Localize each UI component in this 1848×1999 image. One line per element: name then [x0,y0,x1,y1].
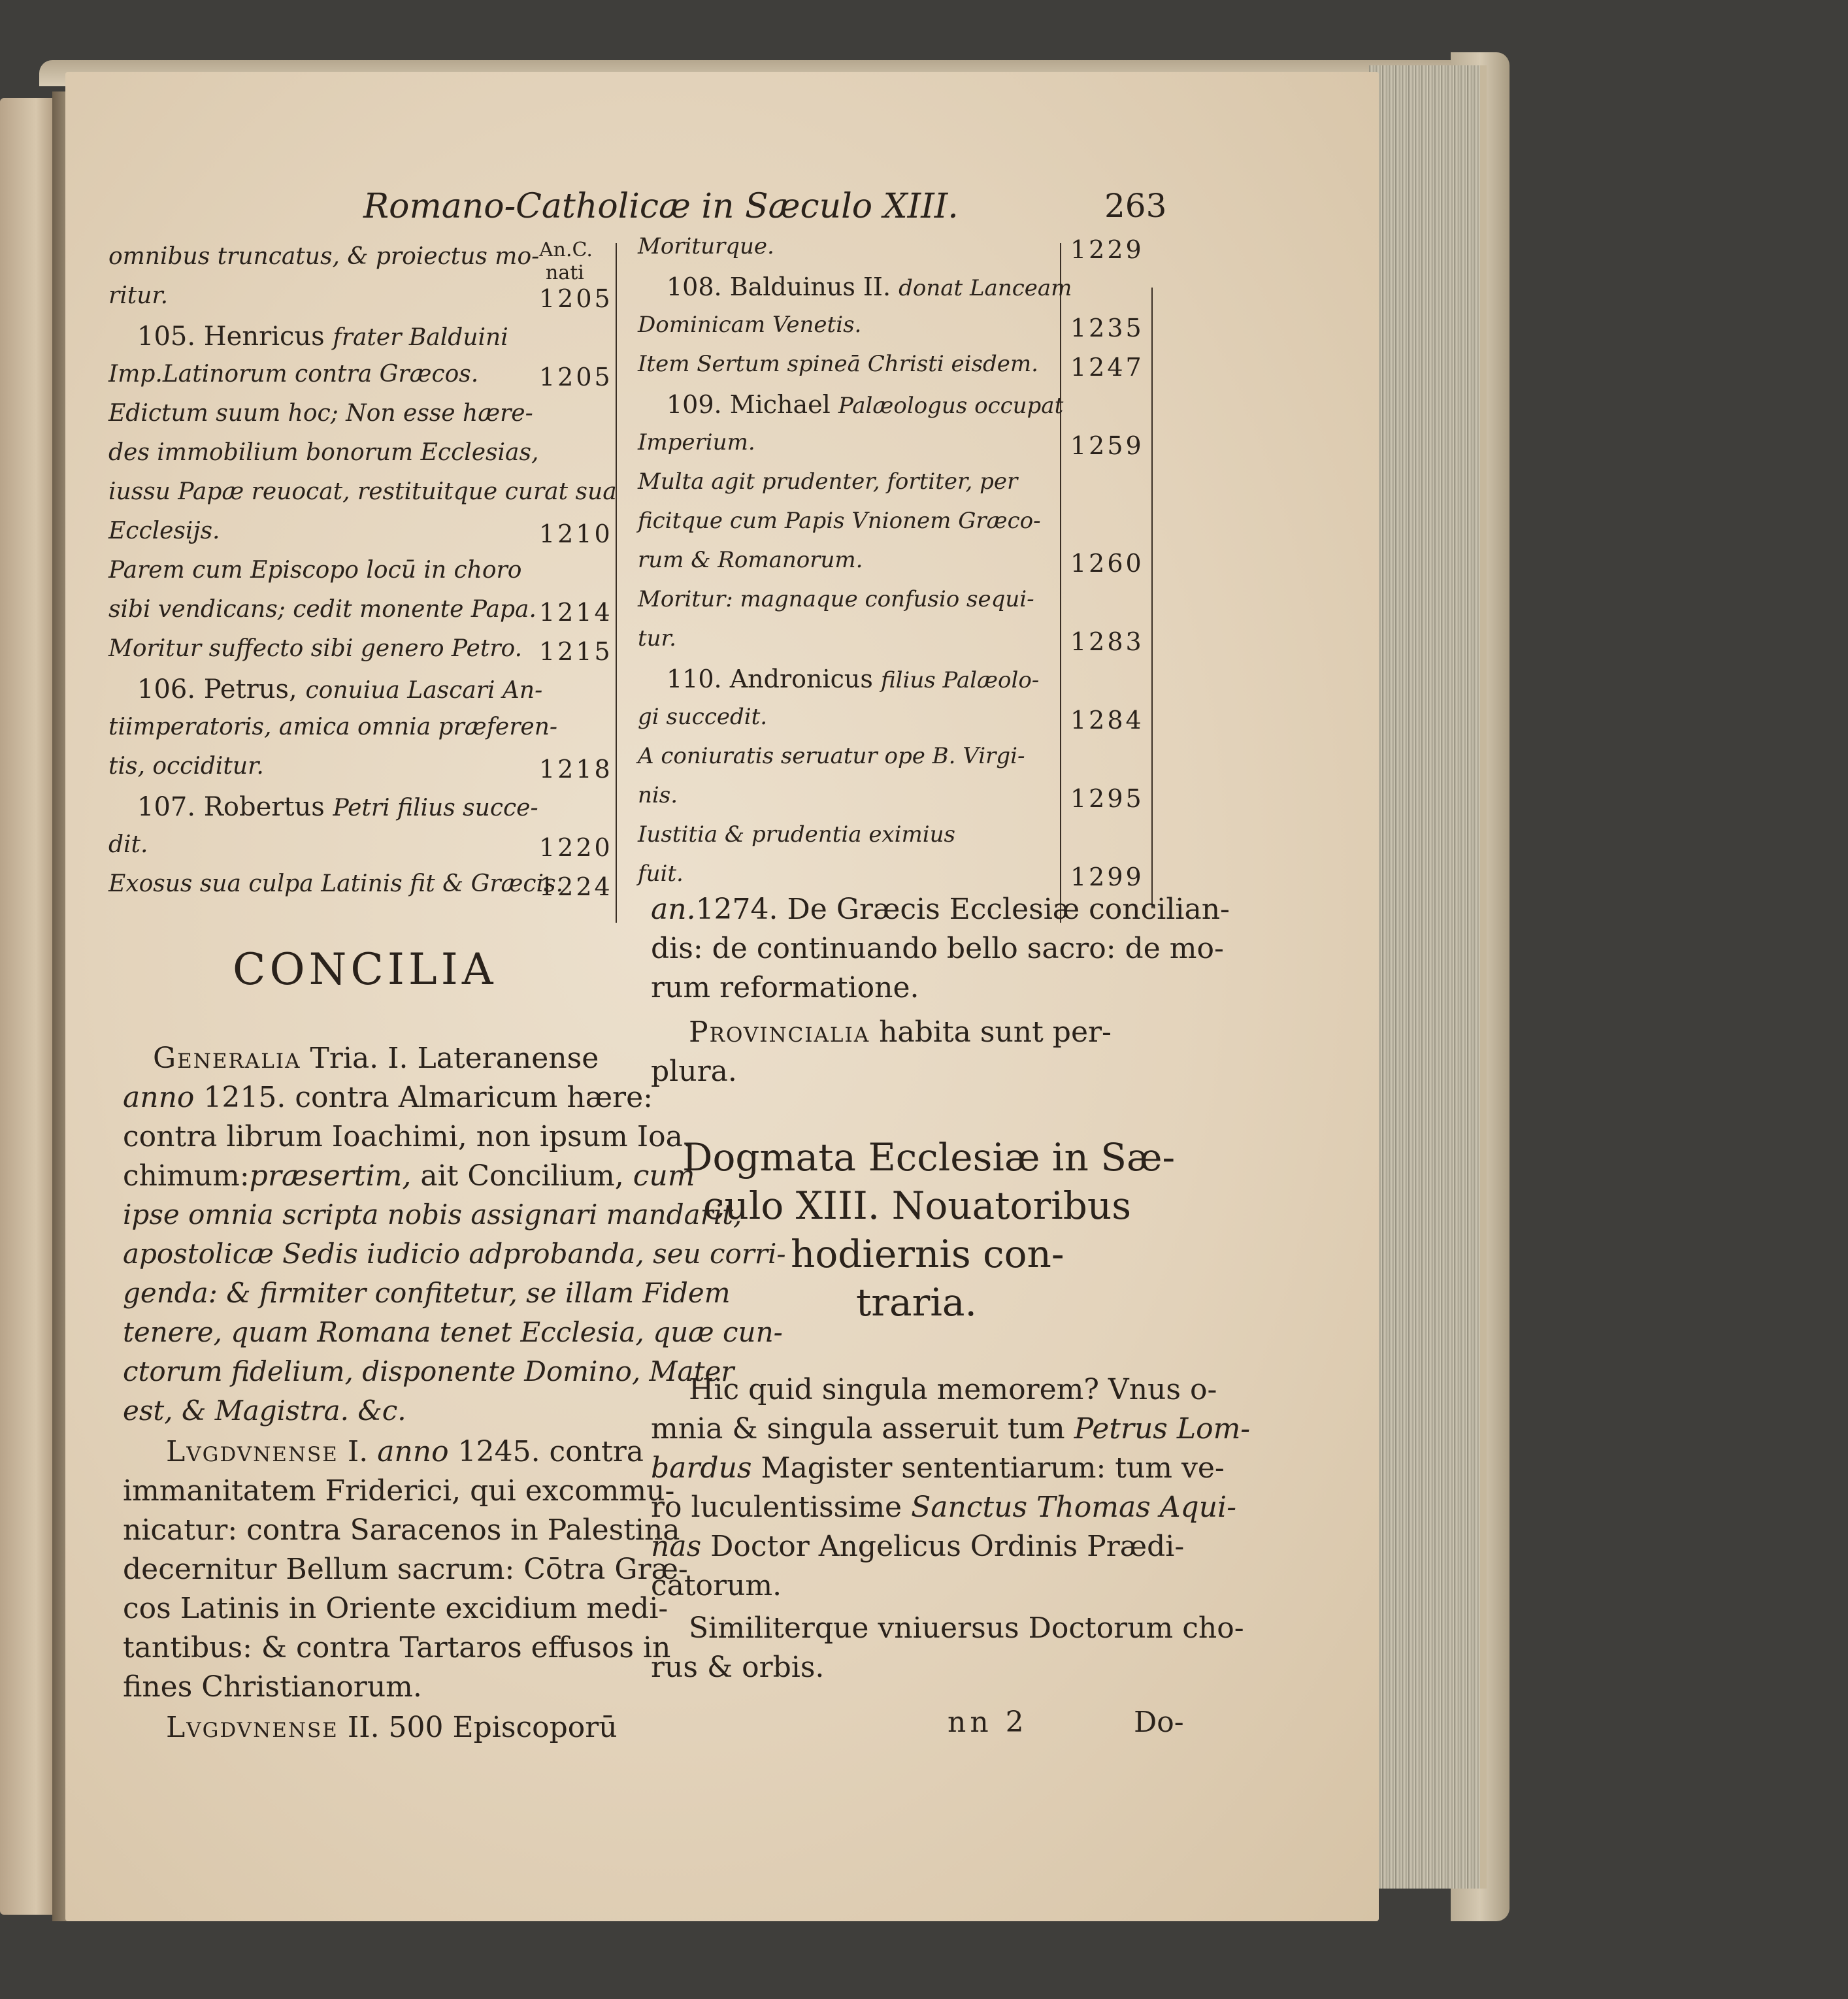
entry-year: 1229 [1070,235,1144,264]
dogmata-heading-line: hodiernis con- [791,1232,1064,1276]
entry-text: Multa agit prudenter, fortiter, per [638,469,1018,495]
entry-text: Iustitia & prudentia eximius [638,821,955,848]
entry-year: 1210 [539,520,613,548]
chronology-entry [108,520,220,543]
text-span: nas [651,1530,702,1563]
provincialia-label: Provincialia [689,1016,870,1049]
concilia-line [123,1083,653,1112]
entry-year: 1299 [1070,863,1144,891]
entry-text: Moritur: magnaque confusio sequi- [638,586,1034,612]
text-span: Sanctus Thomas Aqui- [911,1491,1236,1524]
text-span: ro luculentissime [651,1491,902,1524]
text-span: II. 500 Episcoporū [347,1711,618,1744]
year-column-rule-outer [1151,288,1153,908]
signature-mark: nn 2 [948,1706,1028,1739]
entry-year: 1283 [1070,627,1144,656]
entry-number: 108. [667,273,730,301]
entry-text: rum & Romanorum. [638,547,863,573]
dogmata-line [651,1412,1251,1446]
chronology-entry [108,284,168,308]
entry-year: 1295 [1070,784,1144,813]
chronology-entry [108,480,617,504]
text-span: Tria. I. Lateranense [310,1042,599,1075]
entry-text: dit. [108,831,148,858]
concilia-line: contra librum Ioachimi, non ipsum Ioa. [123,1120,692,1153]
left-page-edge [0,98,60,1915]
entry-text: omnibus truncatus, & proiectus mo- [108,243,540,270]
concilia-line [166,1435,644,1468]
chronology-entry [137,794,538,820]
entry-text: Moriturque. [638,233,774,259]
entry-text: ritur. [108,282,169,309]
chronology-entry [667,667,1039,691]
concilia-line: immanitatem Friderici, qui excommu- [123,1474,675,1508]
entry-number: 110. [667,665,730,693]
concilia-heading: CONCILIA [233,944,497,995]
entry-text: Edictum suum hoc; Non esse hære- [108,400,533,427]
chronology-entry [638,471,1017,493]
entry-text: filius Palæolo- [880,667,1040,693]
dogmata-heading-line: culo XIII. Nouatoribus [703,1183,1131,1228]
chronology-entry [638,745,1025,767]
right-line: dis: de continuando bello sacro: de mo- [651,932,1224,965]
dogmata-line [651,1451,1225,1485]
text-span: 1274. De Græcis Ecclesiæ concilian- [695,893,1230,926]
entry-number: 109. [667,390,730,419]
right-line [651,895,1230,924]
chronology-entry [667,392,1063,417]
concilia-line: tenere, quam Romana tenet Ecclesia, quæ cun- [123,1316,783,1348]
chronology-entry [108,402,533,425]
entry-year: 1220 [539,833,613,862]
chronology-entry [108,598,536,621]
emperor-name: Michael [729,390,838,419]
entry-text: nis. [638,782,678,808]
entry-year: 1215 [539,637,613,666]
chronology-entry [638,588,1034,610]
concilia-line: decernitur Bellum sacrum: Cōtra Græ- [123,1553,688,1586]
concilia-line: tantibus: & contra Tartaros effusos in [123,1631,671,1664]
chronology-entry [638,784,678,806]
concilia-line: nicatur: contra Saracenos in Palestina [123,1513,680,1547]
chronology-entry [108,363,478,386]
emperor-name: Balduinus II. [729,273,899,301]
dogmata-line [651,1532,1184,1561]
chronology-entry [108,716,557,739]
chronology-entry [137,323,508,350]
dogmata-line: rus & orbis. [651,1651,825,1684]
entry-text: Ecclesijs. [108,518,220,544]
entry-year: 1284 [1070,706,1144,735]
dogmata-line: catorum. [651,1569,782,1602]
chronology-entry [108,872,563,896]
entry-year: 1247 [1070,353,1144,382]
entry-text: ficitque cum Papis Vnionem Græco- [638,508,1041,534]
text-span: tum ve- [1115,1451,1225,1485]
chronology-entry [638,510,1041,532]
text-span: I. [347,1435,369,1468]
text-span: Magister sententiarum: [761,1451,1106,1485]
entry-year: 1218 [539,755,613,784]
chronology-entry [638,314,861,336]
chronology-entry [108,441,538,465]
annos-header-1: An.C. [539,239,593,261]
text-span: mnia & singula asseruit tum [651,1412,1065,1446]
entry-number: 107. [137,792,204,822]
chronology-entry [108,755,264,778]
entry-text: Imperium. [638,429,755,455]
entry-text: donat Lanceam [899,275,1072,301]
dogmata-line: Similiterque vniuersus Doctorum cho- [689,1611,1244,1645]
entry-text: tis, occiditur. [108,753,264,780]
text-span: præsertim, [249,1159,412,1193]
entry-text: Item Sertum spineā Christi eisdem. [638,351,1038,377]
entry-year: 1224 [539,872,613,901]
text-span: anno [377,1435,449,1468]
right-line: plura. [651,1055,737,1088]
entry-year: 1235 [1070,314,1144,342]
concilia-line: est, & Magistra. &c. [123,1395,406,1427]
running-head: Romano-Catholicæ in Sæculo XIII. [363,187,959,226]
entry-year: 1214 [539,598,613,627]
chronology-entry [638,235,774,257]
chronology-entry [638,431,755,454]
dogmata-line: Hic quid singula memorem? Vnus o- [689,1373,1217,1406]
entry-text: des immobilium bonorum Ecclesias, [108,439,539,466]
emperor-name: Petrus, [203,674,306,704]
entry-text: fuit. [638,861,684,887]
year-column-rule [1060,243,1061,923]
concilia-line: ipse omnia scripta nobis assignari mandarit, [123,1198,742,1231]
entry-text: gi succedit. [638,704,768,730]
chronology-entry [108,559,521,582]
entry-number: 105. [137,322,204,352]
chronology-entry [638,863,684,885]
page-edges [1369,65,1487,1889]
entry-text: Palæologus occupat [838,393,1064,419]
entry-text: conuiua Lascari An- [305,677,543,704]
dogmata-line [651,1493,1236,1522]
entry-year: 1205 [539,284,613,313]
catchword: Do- [1134,1706,1184,1739]
entry-text: Exosus sua culpa Latinis fit & Græcis. [108,870,563,897]
concilia-line: genda: & firmiter confitetur, se illam Fidem [123,1277,731,1309]
chronology-entry [638,823,955,846]
text-span: Petrus Lom- [1074,1412,1251,1446]
text-span: Doctor Angelicus Ordinis Prædi- [710,1530,1185,1563]
page-number: 263 [1104,187,1167,225]
chronology-entry [638,706,767,728]
dogmata-heading-line: traria. [856,1280,977,1325]
entry-text: A coniuratis seruatur ope B. Virgi- [638,743,1025,769]
concilia-line [123,1159,695,1193]
generalia-label: Generalia [153,1042,301,1075]
chronology-entry [667,274,1072,299]
text-span: chimum: [123,1159,250,1193]
lugdunense-1-label: Lvgdvnense [166,1435,338,1468]
chronology-entry [108,833,148,857]
text-span: 1215. contra Almaricum hære: [203,1081,653,1114]
concilia-line [166,1713,618,1742]
entry-text: Parem cum Episcopo locū in choro [108,557,522,584]
dogmata-heading-line: Dogmata Ecclesiæ in Sæ- [682,1135,1176,1180]
text-span: 1245. contra [457,1435,644,1468]
right-line [689,1018,1112,1047]
entry-year: 1205 [539,363,613,391]
entry-year: 1260 [1070,549,1144,578]
concilia-line: cos Latinis in Oriente excidium medi- [123,1592,668,1625]
concilia-line: ctorum fidelium, disponente Domino, Mater [123,1355,734,1387]
entry-text: tiimperatoris, amica omnia præferen- [108,714,558,740]
entry-text: Imp.Latinorum contra Græcos. [108,361,479,388]
emperor-name: Andronicus [729,665,881,693]
concilia-line: fines Christianorum. [123,1670,422,1704]
annos-header-2: nati [546,261,584,284]
concilia-line: apostolicæ Sedis iudicio adprobanda, seu corri- [123,1238,786,1270]
text-span: an. [651,893,696,926]
chronology-entry [638,353,1038,375]
table-divider [616,243,617,923]
entry-text: tur. [638,625,676,652]
entry-year: 1259 [1070,431,1144,460]
chronology-entry [108,245,539,269]
chronology-entry [137,676,542,702]
entry-text: Moritur suffecto sibi genero Petro. [108,635,523,662]
entry-text: frater Balduini [333,324,508,351]
chronology-entry [638,627,676,650]
emperor-name: Henricus [203,322,333,352]
entry-text: Petri filius succe- [333,795,538,821]
entry-text: sibi vendicans; cedit monente Papa. [108,596,536,623]
text-span: bardus [651,1451,752,1485]
chronology-entry [108,637,522,661]
concilia-line [153,1044,599,1073]
emperor-name: Robertus [203,792,333,822]
entry-text: iussu Papæ reuocat, restituitque curat sua [108,478,617,505]
text-span: ait Concilium, [420,1159,624,1193]
right-line: rum reformatione. [651,971,919,1004]
chronology-entry [638,549,863,571]
text-span: cum [633,1159,695,1193]
text-span: habita sunt per- [879,1016,1112,1049]
book-page [65,72,1379,1921]
lugdunense-2-label: Lvgdvnense [166,1711,338,1744]
entry-number: 106. [137,674,204,704]
text-span: anno [123,1081,195,1114]
entry-text: Dominicam Venetis. [638,312,862,338]
